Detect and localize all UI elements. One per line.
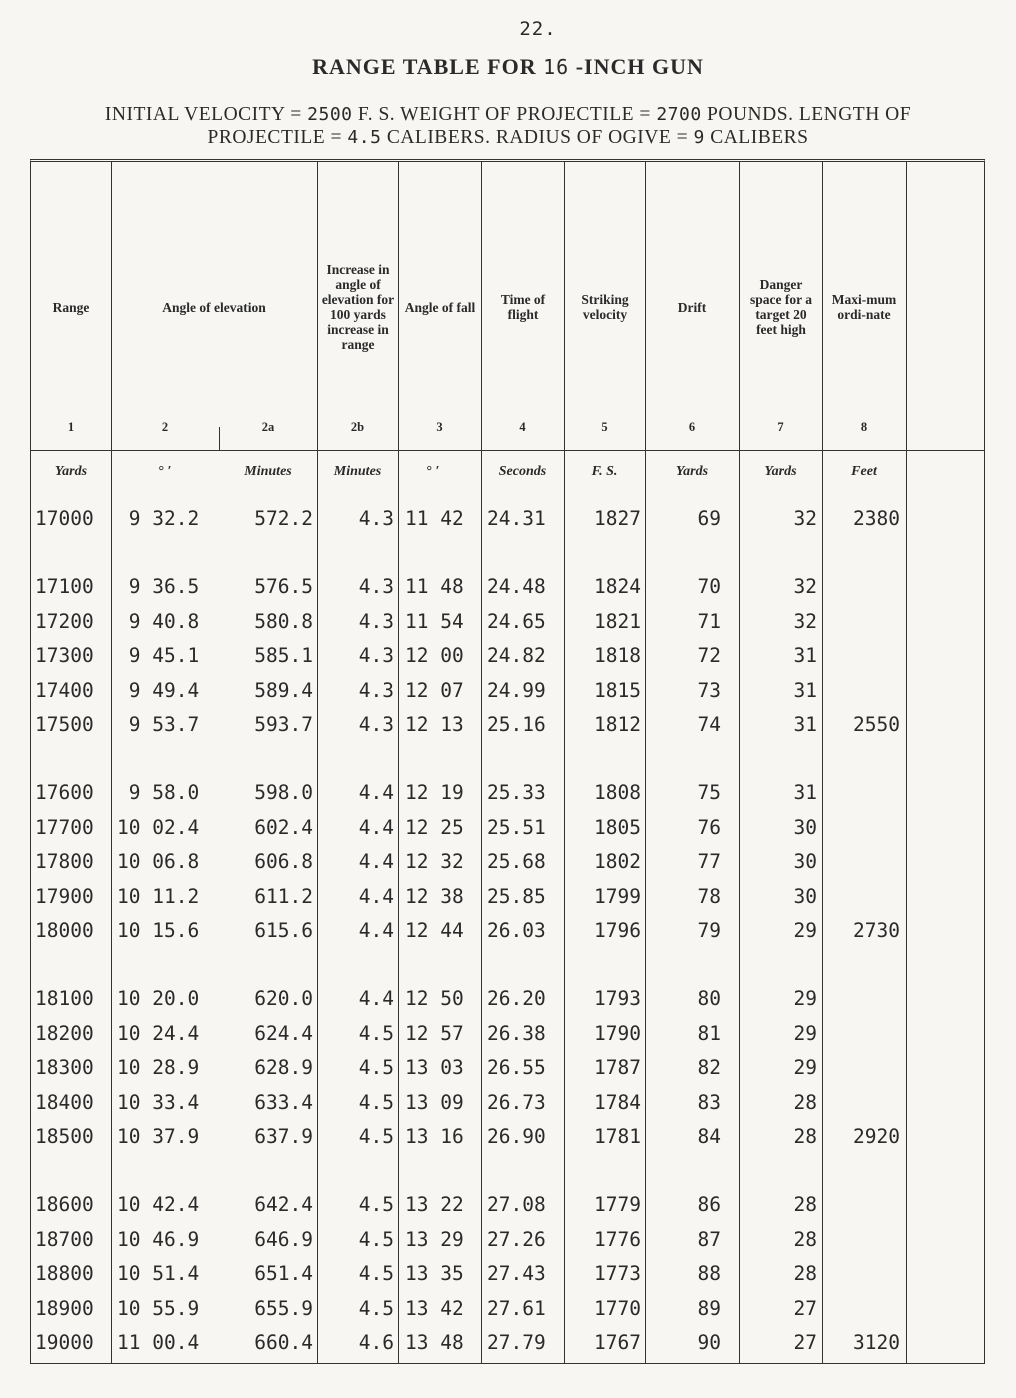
table-cell: 12 07 xyxy=(405,678,464,702)
table-cell: 17600 xyxy=(35,781,94,804)
table-cell: 18600 xyxy=(35,1193,94,1216)
table-cell: 89 xyxy=(697,1296,721,1320)
column-number: 2b xyxy=(350,420,365,434)
table-cell: 27.79 xyxy=(487,1331,546,1354)
column-rule xyxy=(317,162,318,1363)
table-cell: 10 33.4 xyxy=(117,1090,200,1114)
table-cell: 32 xyxy=(793,575,817,598)
table-cell: 611.2 xyxy=(254,884,313,908)
table-cell: 10 24.4 xyxy=(117,1021,200,1045)
table-cell: 87 xyxy=(697,1227,721,1251)
subtitle-text: INITIAL VELOCITY = xyxy=(104,104,302,125)
table-cell: 30 xyxy=(793,884,817,908)
table-cell: 69 xyxy=(697,507,721,530)
header-range: Range xyxy=(52,299,90,315)
table-cell: 585.1 xyxy=(254,644,313,667)
table-cell: 4.3 xyxy=(358,609,394,633)
table-cell: 84 xyxy=(697,1125,721,1148)
table-cell: 642.4 xyxy=(254,1193,313,1216)
page-number: 22. xyxy=(519,18,557,40)
table-cell: 13 03 xyxy=(405,1056,464,1079)
table-cell: 1776 xyxy=(594,1227,641,1251)
table-cell: 18500 xyxy=(35,1125,94,1148)
table-cell: 30 xyxy=(793,815,817,839)
table-cell: 1793 xyxy=(594,987,641,1010)
column-number: 3 xyxy=(436,420,443,434)
table-cell: 4.5 xyxy=(358,1056,394,1079)
table-cell: 28 xyxy=(793,1090,817,1114)
table-cell: 13 48 xyxy=(405,1331,464,1354)
table-cell: 78 xyxy=(697,884,721,908)
table-cell: 4.4 xyxy=(358,781,394,804)
table-cell: 4.5 xyxy=(358,1090,394,1114)
table-cell: 17700 xyxy=(35,815,94,839)
table-cell: 9 49.4 xyxy=(117,678,200,702)
table-cell: 24.31 xyxy=(487,507,546,530)
table-cell: 602.4 xyxy=(254,815,313,839)
table-cell: 12 57 xyxy=(405,1021,464,1045)
table-cell: 10 37.9 xyxy=(117,1125,200,1148)
subtitle-text: F. S. WEIGHT OF PROJECTILE = xyxy=(357,104,651,125)
table-cell: 10 06.8 xyxy=(117,850,200,873)
table-cell: 4.5 xyxy=(358,1021,394,1045)
column-rule xyxy=(906,162,907,1363)
table-cell: 4.4 xyxy=(358,815,394,839)
table-cell: 28 xyxy=(793,1227,817,1251)
table-cell: 27.61 xyxy=(487,1296,546,1320)
table-cell: 1815 xyxy=(594,678,641,702)
header-time-of-flight: Time of flight xyxy=(500,292,546,322)
table-cell: 1767 xyxy=(594,1331,641,1354)
column-rule xyxy=(739,162,740,1363)
table-cell: 10 20.0 xyxy=(117,987,200,1010)
table-cell: 9 53.7 xyxy=(117,713,200,736)
range-table xyxy=(30,159,985,1364)
table-cell: 13 29 xyxy=(405,1227,464,1251)
table-cell: 10 46.9 xyxy=(117,1227,200,1251)
table-cell: 4.3 xyxy=(358,507,394,530)
table-cell: 4.5 xyxy=(358,1227,394,1251)
table-cell: 4.5 xyxy=(358,1262,394,1285)
table-cell: 1812 xyxy=(594,713,641,736)
table-cell: 10 11.2 xyxy=(117,884,200,908)
table-cell: 26.38 xyxy=(487,1021,546,1045)
table-cell: 1787 xyxy=(594,1056,641,1079)
table-cell: 660.4 xyxy=(254,1331,313,1354)
table-cell: 26.20 xyxy=(487,987,546,1010)
table-cell: 1827 xyxy=(594,507,641,530)
table-cell: 620.0 xyxy=(254,987,313,1010)
table-cell: 25.16 xyxy=(487,713,546,736)
unit-label: ° ′ xyxy=(426,464,440,479)
table-cell: 90 xyxy=(697,1331,721,1354)
column-number: 5 xyxy=(601,420,608,434)
table-cell: 17300 xyxy=(35,644,94,667)
unit-label: Minutes xyxy=(333,464,382,479)
table-cell: 615.6 xyxy=(254,919,313,942)
table-cell: 633.4 xyxy=(254,1090,313,1114)
table-cell: 86 xyxy=(697,1193,721,1216)
table-cell: 76 xyxy=(697,815,721,839)
table-cell: 1802 xyxy=(594,850,641,873)
table-cell: 27 xyxy=(793,1296,817,1320)
table-cell: 24.65 xyxy=(487,609,546,633)
table-cell: 25.51 xyxy=(487,815,546,839)
table-cell: 9 32.2 xyxy=(117,507,200,530)
table-cell: 4.4 xyxy=(358,850,394,873)
table-cell: 11 48 xyxy=(405,575,464,598)
table-cell: 1821 xyxy=(594,609,641,633)
table-cell: 17400 xyxy=(35,678,94,702)
table-cell: 1790 xyxy=(594,1021,641,1045)
unit-label: Seconds xyxy=(498,464,547,479)
table-cell: 651.4 xyxy=(254,1262,313,1285)
table-cell: 24.99 xyxy=(487,678,546,702)
table-cell: 28 xyxy=(793,1125,817,1148)
table-cell: 73 xyxy=(697,678,721,702)
table-cell: 12 32 xyxy=(405,850,464,873)
projectile-length-value: 4.5 xyxy=(347,127,382,148)
table-cell: 18000 xyxy=(35,919,94,942)
header-increase-in-elevation: Increase in angle of elevation for 100 yards increase in range xyxy=(321,262,395,352)
unit-label: Feet xyxy=(851,464,877,479)
table-cell: 1779 xyxy=(594,1193,641,1216)
table-cell: 4.4 xyxy=(358,919,394,942)
column-number: 2 xyxy=(161,420,169,434)
table-cell: 80 xyxy=(697,987,721,1010)
header-rule xyxy=(31,450,984,451)
page-title xyxy=(0,54,1016,80)
table-cell: 13 09 xyxy=(405,1090,464,1114)
title-suffix: -INCH GUN xyxy=(575,54,704,79)
table-cell: 1781 xyxy=(594,1125,641,1148)
table-cell: 4.5 xyxy=(358,1193,394,1216)
table-cell: 31 xyxy=(793,781,817,804)
table-cell: 1784 xyxy=(594,1090,641,1114)
table-cell: 82 xyxy=(697,1056,721,1079)
table-cell: 637.9 xyxy=(254,1125,313,1148)
table-cell: 12 13 xyxy=(405,713,464,736)
table-cell: 32 xyxy=(793,609,817,633)
unit-label: ° ′ xyxy=(158,464,172,479)
table-cell: 25.85 xyxy=(487,884,546,908)
table-cell: 17500 xyxy=(35,713,94,736)
table-cell: 1799 xyxy=(594,884,641,908)
table-cell: 646.9 xyxy=(254,1227,313,1251)
header-angle-of-elevation: Angle of elevation xyxy=(162,299,266,315)
table-cell: 26.90 xyxy=(487,1125,546,1148)
table-cell: 27.43 xyxy=(487,1262,546,1285)
table-cell: 29 xyxy=(793,919,817,942)
table-cell: 593.7 xyxy=(254,713,313,736)
table-cell: 624.4 xyxy=(254,1021,313,1045)
table-cell: 31 xyxy=(793,678,817,702)
column-number: 7 xyxy=(777,420,784,434)
table-cell: 17000 xyxy=(35,507,94,530)
table-cell: 13 16 xyxy=(405,1125,464,1148)
table-cell: 580.8 xyxy=(254,609,313,633)
column-rule xyxy=(398,162,399,1363)
table-cell: 18100 xyxy=(35,987,94,1010)
table-cell: 17200 xyxy=(35,609,94,633)
table-cell: 18400 xyxy=(35,1090,94,1114)
table-cell: 10 42.4 xyxy=(117,1193,200,1216)
table-cell: 29 xyxy=(793,1056,817,1079)
column-rule xyxy=(481,162,482,1363)
table-cell: 9 40.8 xyxy=(117,609,200,633)
table-cell: 18200 xyxy=(35,1021,94,1045)
table-cell: 2550 xyxy=(853,713,900,736)
column-rule xyxy=(822,162,823,1363)
table-cell: 9 36.5 xyxy=(117,575,200,598)
table-cell: 4.3 xyxy=(358,575,394,598)
subtitle-line-1 xyxy=(30,103,986,126)
subtitle-text: POUNDS. LENGTH OF xyxy=(707,104,912,125)
table-cell: 71 xyxy=(697,609,721,633)
table-cell: 9 45.1 xyxy=(117,644,200,667)
subtitle-text: PROJECTILE = xyxy=(207,127,343,148)
table-cell: 2380 xyxy=(853,507,900,530)
table-cell: 18700 xyxy=(35,1227,94,1251)
table-cell: 1824 xyxy=(594,575,641,598)
table-cell: 4.4 xyxy=(358,884,394,908)
subtitle xyxy=(30,103,986,149)
table-cell: 13 35 xyxy=(405,1262,464,1285)
table-cell: 26.03 xyxy=(487,919,546,942)
title-prefix: RANGE TABLE FOR xyxy=(312,54,537,79)
header-danger-space: Danger space for a target 20 feet high xyxy=(750,277,812,337)
table-cell: 24.48 xyxy=(487,575,546,598)
table-cell: 12 00 xyxy=(405,644,464,667)
table-cell: 10 51.4 xyxy=(117,1262,200,1285)
table-cell: 606.8 xyxy=(254,850,313,873)
table-cell: 10 28.9 xyxy=(117,1056,200,1079)
table-cell: 29 xyxy=(793,987,817,1010)
table-cell: 18300 xyxy=(35,1056,94,1079)
table-cell: 32 xyxy=(793,507,817,530)
header-striking-velocity: Striking velocity xyxy=(581,292,629,322)
table-cell: 77 xyxy=(697,850,721,873)
table-cell: 10 55.9 xyxy=(117,1296,200,1320)
column-number: 2a xyxy=(261,420,275,434)
table-cell: 81 xyxy=(697,1021,721,1045)
table-cell: 75 xyxy=(697,781,721,804)
unit-label: Minutes xyxy=(244,464,292,479)
column-number: 4 xyxy=(519,420,526,434)
table-cell: 628.9 xyxy=(254,1056,313,1079)
projectile-weight-value: 2700 xyxy=(656,104,702,125)
table-cell: 12 25 xyxy=(405,815,464,839)
table-cell: 10 15.6 xyxy=(117,919,200,942)
table-cell: 572.2 xyxy=(254,507,313,530)
table-cell: 4.4 xyxy=(358,987,394,1010)
table-cell: 17900 xyxy=(35,884,94,908)
table-cell: 1770 xyxy=(594,1296,641,1320)
table-cell: 79 xyxy=(697,919,721,942)
title-caliber: 16 xyxy=(543,55,570,79)
ogive-radius-value: 9 xyxy=(693,127,705,148)
table-cell: 72 xyxy=(697,644,721,667)
table-cell: 589.4 xyxy=(254,678,313,702)
unit-label: F. S. xyxy=(591,464,618,479)
table-cell: 11 00.4 xyxy=(117,1331,200,1354)
unit-label: Yards xyxy=(764,464,797,479)
table-cell: 1818 xyxy=(594,644,641,667)
table-cell: 11 54 xyxy=(405,609,464,633)
column-rule xyxy=(564,162,565,1363)
subtitle-text: CALIBERS xyxy=(710,127,809,148)
table-cell: 19000 xyxy=(35,1331,94,1354)
table-cell: 74 xyxy=(697,713,721,736)
table-cell: 655.9 xyxy=(254,1296,313,1320)
header-drift: Drift xyxy=(677,299,707,315)
table-cell: 30 xyxy=(793,850,817,873)
table-cell: 29 xyxy=(793,1021,817,1045)
table-cell: 4.5 xyxy=(358,1125,394,1148)
table-cell: 27 xyxy=(793,1331,817,1354)
table-cell: 4.3 xyxy=(358,678,394,702)
table-cell: 576.5 xyxy=(254,575,313,598)
table-cell: 13 42 xyxy=(405,1296,464,1320)
column-number: 6 xyxy=(688,420,696,434)
table-cell: 2730 xyxy=(853,919,900,942)
column-number: 8 xyxy=(860,420,868,434)
table-cell: 27.08 xyxy=(487,1193,546,1216)
table-cell: 25.68 xyxy=(487,850,546,873)
header-angle-of-fall: Angle of fall xyxy=(404,299,476,315)
table-cell: 4.5 xyxy=(358,1296,394,1320)
table-cell: 17800 xyxy=(35,850,94,873)
table-cell: 4.3 xyxy=(358,644,394,667)
table-cell: 9 58.0 xyxy=(117,781,200,804)
table-cell: 31 xyxy=(793,713,817,736)
table-cell: 12 19 xyxy=(405,781,464,804)
table-cell: 26.55 xyxy=(487,1056,546,1079)
table-cell: 2920 xyxy=(853,1125,900,1148)
table-cell: 17100 xyxy=(35,575,94,598)
table-cell: 10 02.4 xyxy=(117,815,200,839)
table-cell: 598.0 xyxy=(254,781,313,804)
header-maximum-ordinate: Maxi-mum ordi-nate xyxy=(831,292,897,322)
table-cell: 1773 xyxy=(594,1262,641,1285)
table-cell: 12 44 xyxy=(405,919,464,942)
table-cell: 26.73 xyxy=(487,1090,546,1114)
table-cell: 13 22 xyxy=(405,1193,464,1216)
table-cell: 3120 xyxy=(853,1331,900,1354)
table-cell: 1805 xyxy=(594,815,641,839)
table-cell: 70 xyxy=(697,575,721,598)
table-cell: 88 xyxy=(697,1262,721,1285)
subtitle-text: CALIBERS. RADIUS OF OGIVE = xyxy=(386,127,689,148)
table-cell: 18900 xyxy=(35,1296,94,1320)
table-cell: 4.6 xyxy=(358,1331,394,1354)
table-cell: 11 42 xyxy=(405,507,464,530)
table-cell: 25.33 xyxy=(487,781,546,804)
table-cell: 28 xyxy=(793,1262,817,1285)
table-cell: 12 38 xyxy=(405,884,464,908)
unit-label: Yards xyxy=(54,464,88,479)
table-cell: 4.3 xyxy=(358,713,394,736)
table-cell: 1808 xyxy=(594,781,641,804)
table-cell: 24.82 xyxy=(487,644,546,667)
subtitle-line-2 xyxy=(30,126,986,149)
initial-velocity-value: 2500 xyxy=(307,104,353,125)
table-cell: 12 50 xyxy=(405,987,464,1010)
table-cell: 1796 xyxy=(594,919,641,942)
column-number: 1 xyxy=(67,420,75,434)
table-cell: 31 xyxy=(793,644,817,667)
table-cell: 27.26 xyxy=(487,1227,546,1251)
unit-label: Yards xyxy=(675,464,709,479)
table-cell: 83 xyxy=(697,1090,721,1114)
table-cell: 28 xyxy=(793,1193,817,1216)
table-cell: 18800 xyxy=(35,1262,94,1285)
